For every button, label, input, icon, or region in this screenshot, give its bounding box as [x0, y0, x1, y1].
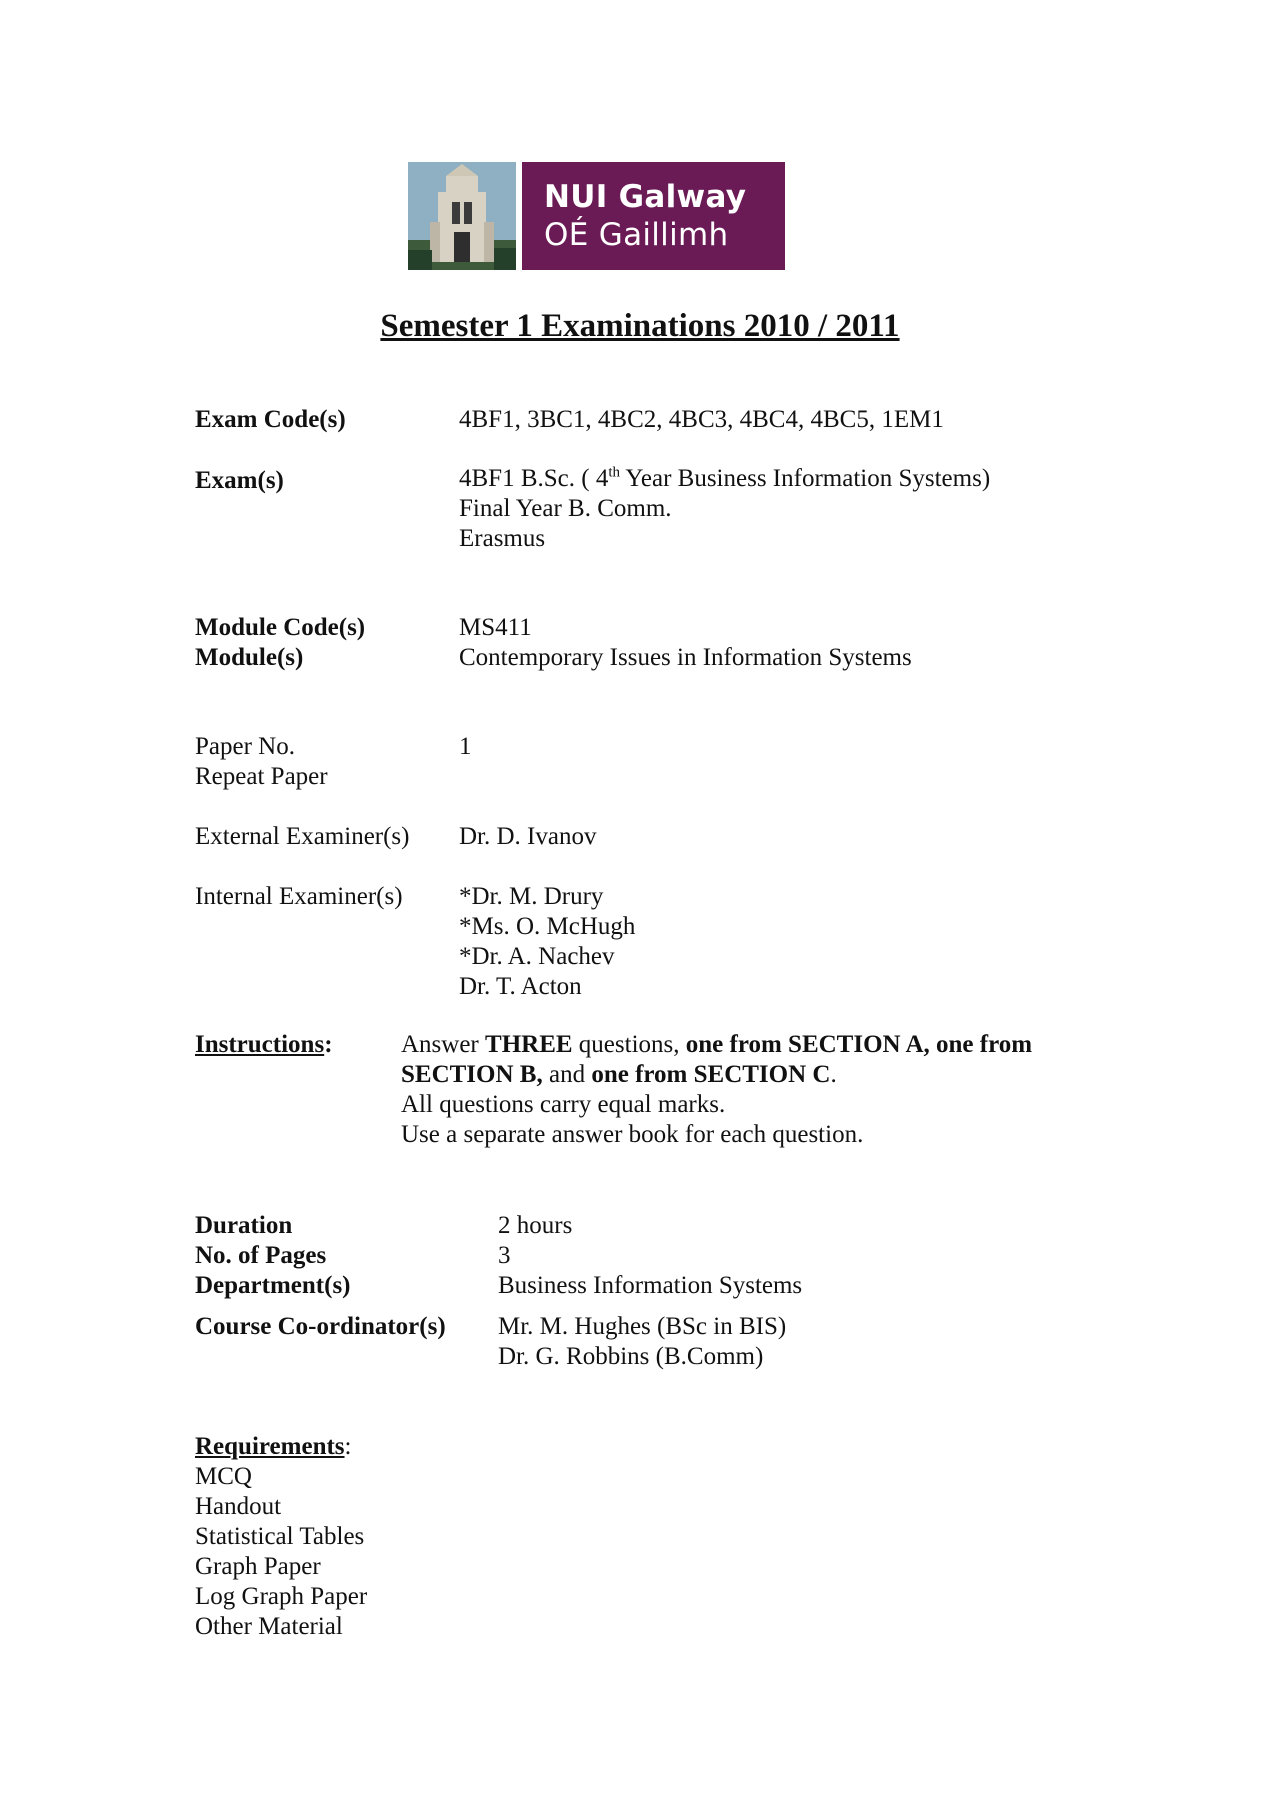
- requirement-item: Log Graph Paper: [195, 1583, 368, 1610]
- internal-examiner: Dr. T. Acton: [459, 973, 582, 1000]
- module-codes-label: Module Code(s): [195, 614, 366, 641]
- internal-examiner: *Dr. A. Nachev: [459, 943, 615, 970]
- internal-examiners-list: [459, 882, 635, 1002]
- instructions-line-2: SECTION B, and one from SECTION C.: [401, 1061, 837, 1088]
- pages-value: 3: [498, 1242, 511, 1269]
- exam-line-2: Final Year B. Comm.: [459, 495, 672, 522]
- pages-label: No. of Pages: [195, 1242, 327, 1269]
- coordinator: Mr. M. Hughes (BSc in BIS): [498, 1313, 787, 1340]
- requirement-item: Graph Paper: [195, 1553, 321, 1580]
- coordinators-label: Course Co-ordinator(s): [195, 1313, 446, 1340]
- exams-label: Exam(s): [195, 467, 284, 494]
- internal-examiners-label: Internal Examiner(s): [195, 883, 403, 910]
- module-codes-value: MS411: [459, 614, 532, 641]
- logo-line-irish: OÉ Gaillimh: [544, 217, 729, 253]
- requirement-item: Statistical Tables: [195, 1523, 365, 1550]
- paper-no-label: Paper No.: [195, 733, 295, 760]
- instructions-line-4: Use a separate answer book for each question.: [401, 1121, 864, 1148]
- modules-value: Contemporary Issues in Information Systems: [459, 644, 912, 671]
- page-title: Semester 1 Examinations 2010 / 2011: [380, 308, 900, 344]
- requirement-item: Handout: [195, 1493, 282, 1520]
- exam-codes-value: 4BF1, 3BC1, 4BC2, 4BC3, 4BC4, 4BC5, 1EM1: [459, 406, 944, 433]
- logo-wordmark: [522, 162, 785, 270]
- requirements-block: [195, 1432, 367, 1642]
- coordinator: Dr. G. Robbins (B.Comm): [498, 1343, 764, 1370]
- quadrangle-tower-image: [408, 162, 516, 270]
- requirement-item: MCQ: [195, 1463, 252, 1490]
- requirement-item: Other Material: [195, 1613, 343, 1640]
- requirements-label: Requirements:: [195, 1433, 352, 1460]
- exam-line-1: 4BF1 B.Sc. ( 4th Year Business Information Systems): [459, 464, 991, 492]
- duration-value: 2 hours: [498, 1212, 573, 1239]
- exam-line-3: Erasmus: [459, 525, 546, 552]
- university-logo: [408, 162, 785, 270]
- duration-label: Duration: [195, 1212, 293, 1239]
- internal-examiner: *Dr. M. Drury: [459, 883, 604, 910]
- external-examiners-value: Dr. D. Ivanov: [459, 823, 597, 850]
- coordinators-list: [498, 1312, 786, 1372]
- internal-examiner: *Ms. O. McHugh: [459, 913, 636, 940]
- departments-label: Department(s): [195, 1272, 351, 1299]
- modules-label: Module(s): [195, 644, 304, 671]
- instructions-line-3: All questions carry equal marks.: [401, 1091, 726, 1118]
- instructions-label: Instructions:: [195, 1031, 333, 1058]
- instructions-text: [401, 1030, 1101, 1150]
- exams-values: [459, 464, 990, 554]
- departments-value: Business Information Systems: [498, 1272, 803, 1299]
- paper-no-value: 1: [459, 733, 472, 760]
- external-examiners-label: External Examiner(s): [195, 823, 410, 850]
- instructions-line-1: Answer THREE questions, one from SECTION A, one from: [401, 1031, 1033, 1058]
- exam-codes-label: Exam Code(s): [195, 406, 346, 433]
- logo-line-english: NUI Galway: [544, 179, 747, 215]
- repeat-paper-label: Repeat Paper: [195, 763, 328, 790]
